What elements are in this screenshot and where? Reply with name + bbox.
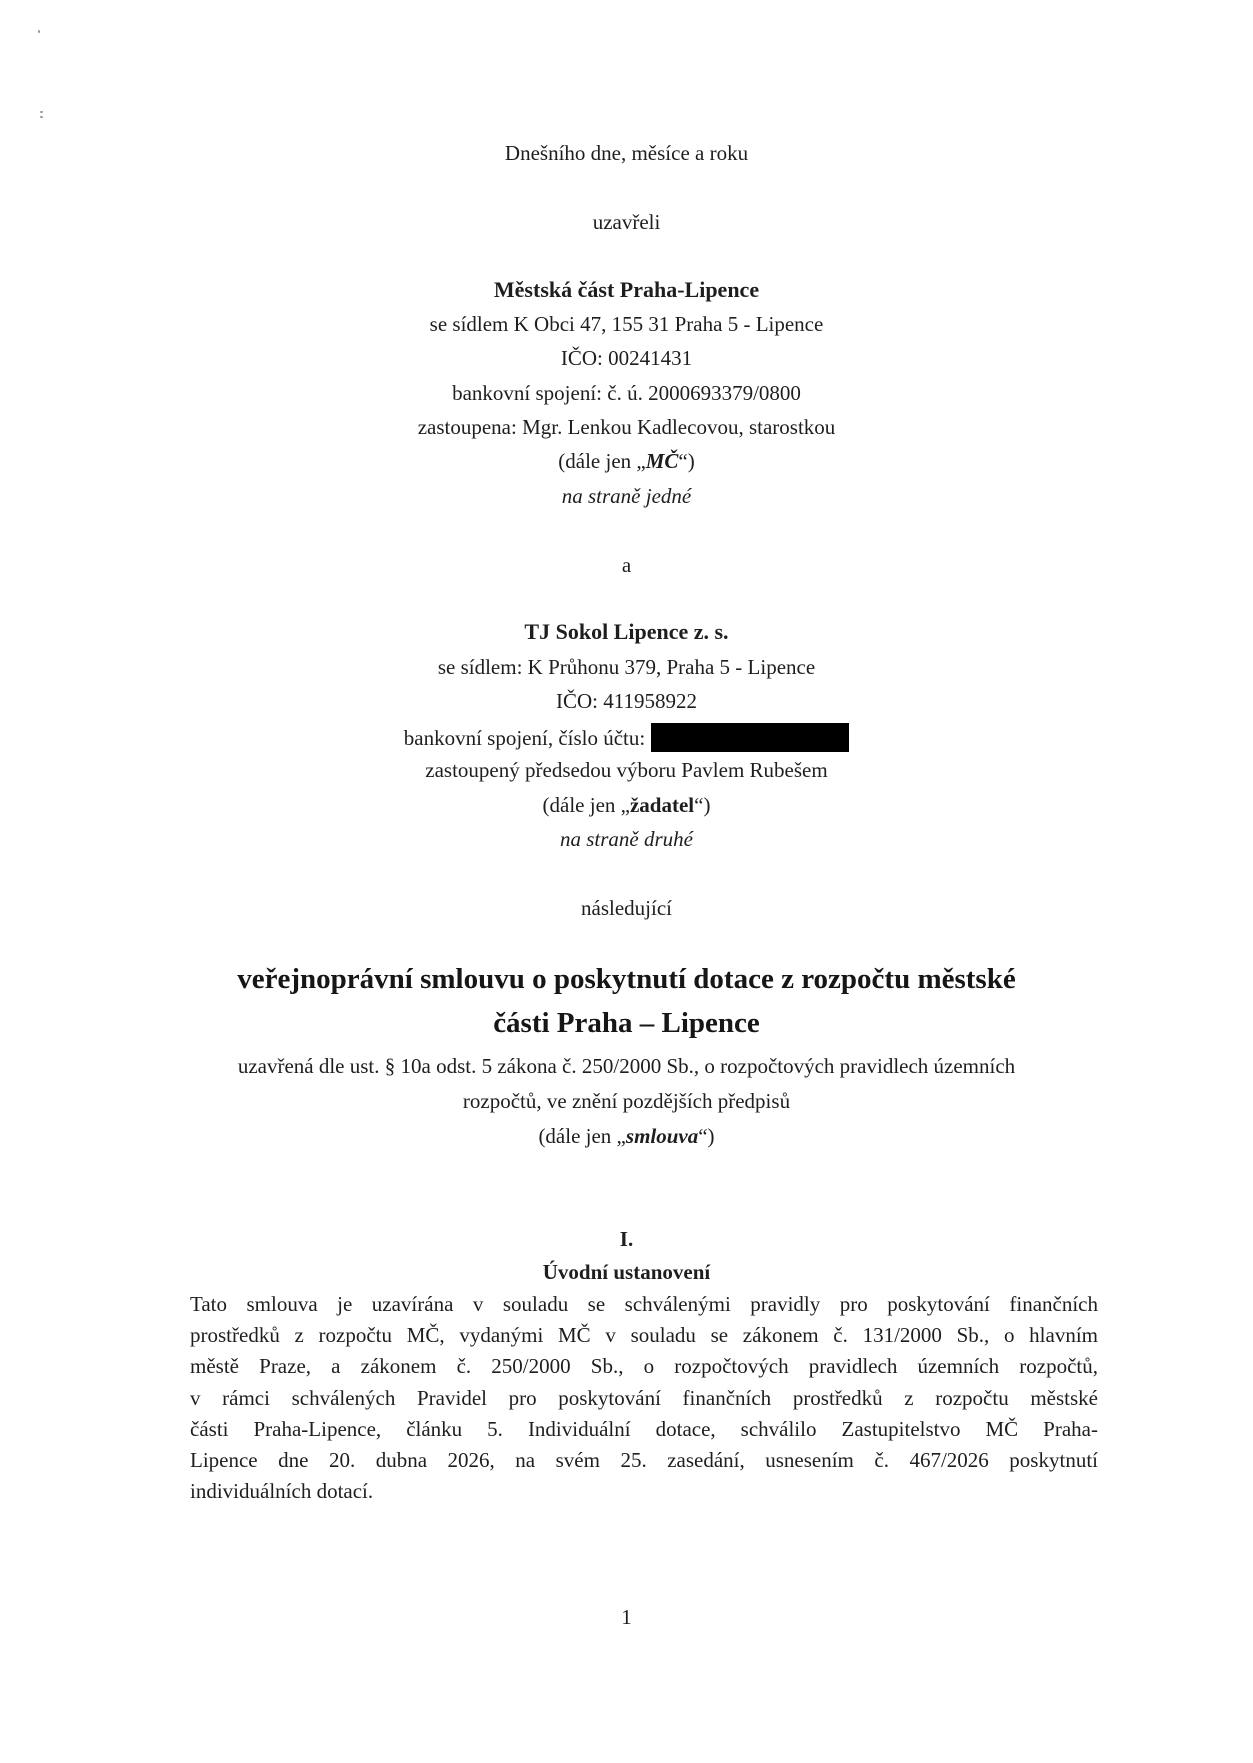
paragraph-line: v rámci schválených Pravidel pro poskytování finančních prostředků z rozpočtu městské (190, 1385, 1098, 1410)
concluded-line: uzavřeli (592, 210, 661, 234)
alias-suffix: “) (698, 1124, 715, 1148)
paragraph-line: Tato smlouva je uzavírána v souladu se schválenými pravidly pro poskytování finančních (190, 1292, 1098, 1316)
alias-term: smlouva (625, 1124, 699, 1148)
scan-speck (38, 30, 40, 33)
party2-ico: IČO: 411958922 (556, 689, 697, 713)
contract-alias (0, 1123, 1253, 1149)
party2-represented: zastoupený předsedou výboru Pavlem Rubešem (425, 758, 828, 782)
party1-ico: IČO: 00241431 (560, 346, 693, 370)
paragraph-line: individuálních dotací. (190, 1479, 374, 1504)
party2-side: na straně druhé (560, 827, 693, 851)
contract-title-line2: části Praha – Lipence (493, 1007, 760, 1039)
alias-suffix: “) (694, 793, 711, 817)
party1-alias (0, 448, 1253, 474)
contract-basis-line2: rozpočtů, ve znění pozdějších předpisů (462, 1089, 791, 1113)
redacted-account-number (651, 723, 849, 752)
contract-title-line1: veřejnoprávní smlouvu o poskytnutí dotace z rozpočtu městské (237, 963, 1016, 995)
paragraph-line: prostředků z rozpočtu MČ, vydanými MČ v souladu se zákonem č. 131/2000 Sb., o hlavním (190, 1323, 1098, 1348)
page-number: 1 (621, 1605, 632, 1629)
party2-alias (0, 792, 1253, 818)
party1-represented: zastoupena: Mgr. Lenkou Kadlecovou, starostkou (417, 415, 836, 439)
party2-seat: se sídlem: K Průhonu 379, Praha 5 - Lipence (437, 655, 816, 679)
alias-term: MČ (645, 449, 679, 473)
scan-speck (40, 116, 43, 118)
paragraph-line: Lipence dne 20. dubna 2026, na svém 25. zasedání, usnesením č. 467/2026 poskytnutí (190, 1448, 1098, 1473)
scan-speck (40, 111, 43, 113)
alias-prefix: (dále jen „ (558, 449, 646, 473)
party2-bank-label: bankovní spojení, číslo účtu: (403, 726, 646, 750)
section-number: I. (619, 1227, 634, 1251)
party1-name: Městská část Praha-Lipence (493, 277, 760, 302)
party1-side: na straně jedné (561, 484, 692, 508)
alias-suffix: “) (678, 449, 695, 473)
section-paragraph (190, 1289, 1098, 1507)
paragraph-line: části Praha-Lipence, článku 5. Individuální dotace, schválilo Zastupitelstvo MČ Praha- (190, 1416, 1098, 1441)
contract-basis-line1: uzavřená dle ust. § 10a odst. 5 zákona č. 250/2000 Sb., o rozpočtových pravidlech územních (237, 1054, 1016, 1078)
party2-name: TJ Sokol Lipence z. s. (524, 619, 729, 644)
party2-bank (0, 723, 1253, 752)
alias-prefix: (dále jen „ (538, 1124, 626, 1148)
connector-a: a (621, 553, 632, 577)
alias-term: žadatel (629, 793, 695, 817)
party1-bank: bankovní spojení: č. ú. 2000693379/0800 (452, 381, 801, 405)
following-line: následující (581, 896, 672, 920)
section-heading: Úvodní ustanovení (542, 1260, 711, 1284)
alias-prefix: (dále jen „ (542, 793, 630, 817)
paragraph-line: městě Praze, a zákonem č. 250/2000 Sb., o rozpočtových pravidlech územních rozpočtů, (190, 1354, 1098, 1379)
date-line: Dnešního dne, měsíce a roku (504, 141, 749, 165)
party1-seat: se sídlem K Obci 47, 155 31 Praha 5 - Lipence (429, 312, 824, 336)
